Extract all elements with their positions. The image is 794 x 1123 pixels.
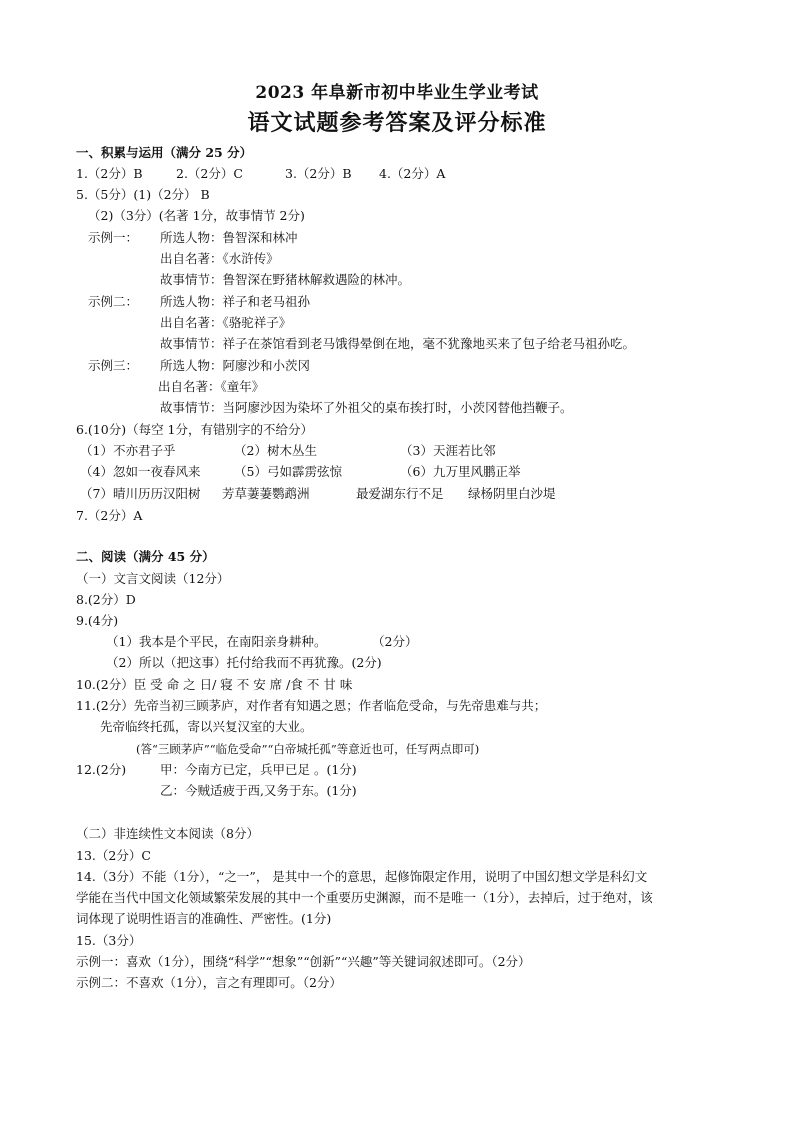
q6-blank: （7）晴川历历汉阳树 bbox=[80, 486, 201, 501]
example-label: 示例三： bbox=[88, 358, 139, 373]
answer-q4: 4.（2分）A bbox=[379, 166, 446, 181]
example-label: 示例二： bbox=[88, 294, 139, 309]
section-heading-part1: 一、积累与运用（满分 25 分） bbox=[76, 145, 253, 160]
example-plot: 故事情节：鲁智深在野猪林解救遇险的林冲。 bbox=[160, 272, 411, 287]
example-plot: 故事情节：当阿廖沙因为染坏了外祖父的桌布挨打时，小茨冈替他挡鞭子。 bbox=[160, 400, 573, 415]
answer-q13: 13.（2分）C bbox=[76, 848, 151, 863]
answer-q12-label: 12.(2分) bbox=[76, 762, 127, 777]
example-person: 所选人物：鲁智深和林冲 bbox=[160, 230, 298, 245]
example-person: 所选人物：祥子和老马祖孙 bbox=[160, 294, 311, 309]
answer-q14-line2: 学能在当代中国文化领域繁荣发展的其中一个重要历史渊源，而不是唯一（1分），去掉后，过于绝对，该 bbox=[76, 890, 653, 905]
answer-q14-line1: 14.（3分）不能（1分），“之一”， 是其中一个的意思，起修饰限定作用，说明了中国幻想文学是科幻文 bbox=[76, 869, 648, 884]
document-title: 语文试题参考答案及评分标准 bbox=[247, 110, 547, 136]
answer-q6-head: 6.(10分)（每空 1分，有错别字的不给分） bbox=[76, 422, 314, 437]
subsection-heading-classical: （一）文言文阅读（12分） bbox=[76, 571, 230, 586]
exam-title: 2023 年阜新市初中毕业生学业考试 bbox=[255, 83, 539, 103]
answer-q12-b: 乙：今贼适疲于西,又务于东。(1分) bbox=[160, 783, 357, 798]
q6-blank: 绿杨阴里白沙堤 bbox=[468, 486, 556, 501]
answer-q10: 10.(2分）臣 受 命 之 日/ 寝 不 安 席 /食 不 甘 味 bbox=[76, 677, 353, 692]
answer-q15-example2: 示例二：不喜欢（1分），言之有理即可。（2分） bbox=[76, 975, 342, 990]
example-book: 出自名著：《骆驼祥子》 bbox=[160, 315, 292, 330]
answer-q3: 3.（2分）B bbox=[285, 166, 352, 181]
answer-q15-head: 15.（3分） bbox=[76, 933, 142, 948]
example-label: 示例一： bbox=[88, 230, 139, 245]
answer-q5-1: 5.（5分）(1)（2分） B bbox=[76, 187, 210, 202]
answer-q11-line2: 先帝临终托孤，寄以兴复汉室的大业。 bbox=[100, 719, 313, 734]
answer-q11-note: (答“三顾茅庐”“临危受命”“白帝城托孤”等意近也可，任写两点即可) bbox=[136, 742, 480, 756]
answer-q9-head: 9.(4分) bbox=[76, 613, 119, 628]
answer-q11-line1: 11.(2分）先帝当初三顾茅庐，对作者有知遇之恩；作者临危受命，与先帝患难与共； bbox=[76, 698, 547, 713]
answer-q7: 7.（2分）A bbox=[76, 508, 143, 523]
example-person: 所选人物：阿廖沙和小茨冈 bbox=[160, 358, 311, 373]
q6-blank: 芳草萋萋鹦鹉洲 bbox=[222, 486, 310, 501]
section-heading-part2: 二、阅读（满分 45 分） bbox=[76, 549, 215, 564]
answer-q14-line3: 词体现了说明性语言的准确性、严密性。(1分) bbox=[76, 911, 332, 926]
answer-q1: 1.（2分）B bbox=[76, 166, 143, 181]
q6-blank: （2）树木丛生 bbox=[234, 443, 317, 458]
answer-q8: 8.(2分）D bbox=[76, 592, 136, 607]
q6-blank: （3）天涯若比邻 bbox=[400, 443, 496, 458]
subsection-heading-nonlinear: （二）非连续性文本阅读（8分） bbox=[76, 826, 259, 841]
q6-blank: （6）九万里风鹏正举 bbox=[400, 464, 521, 479]
answer-q12-a: 甲：今南方已定，兵甲已足 。(1分) bbox=[160, 762, 357, 777]
answer-q5-2-head: （2)（3分）(名著 1分，故事情节 2分) bbox=[88, 208, 305, 223]
answer-q15-example1: 示例一：喜欢（1分），围绕“科学”“想象”“创新”“兴趣”等关键词叙述即可。（2分） bbox=[76, 954, 531, 969]
answer-q9-1: （1）我本是个平民，在南阳亲身耕种。 bbox=[106, 634, 327, 649]
answer-q9-2: （2）所以（把这事）托付给我而不再犹豫。(2分) bbox=[106, 655, 382, 670]
example-book: 出自名著：《童年》 bbox=[158, 379, 265, 394]
q6-blank: （4）忽如一夜春风来 bbox=[80, 464, 201, 479]
example-plot: 故事情节：祥子在茶馆看到老马饿得晕倒在地，毫不犹豫地买来了包子给老马祖孙吃。 bbox=[160, 336, 636, 351]
q6-blank: 最爱湖东行不足 bbox=[356, 486, 444, 501]
example-book: 出自名著：《水浒传》 bbox=[160, 251, 279, 266]
q6-blank: （5）弓如霹雳弦惊 bbox=[234, 464, 342, 479]
q6-blank: （1）不亦君子乎 bbox=[80, 443, 176, 458]
answer-q2: 2.（2分）C bbox=[176, 166, 243, 181]
answer-q9-1-score: （2分） bbox=[372, 634, 418, 649]
